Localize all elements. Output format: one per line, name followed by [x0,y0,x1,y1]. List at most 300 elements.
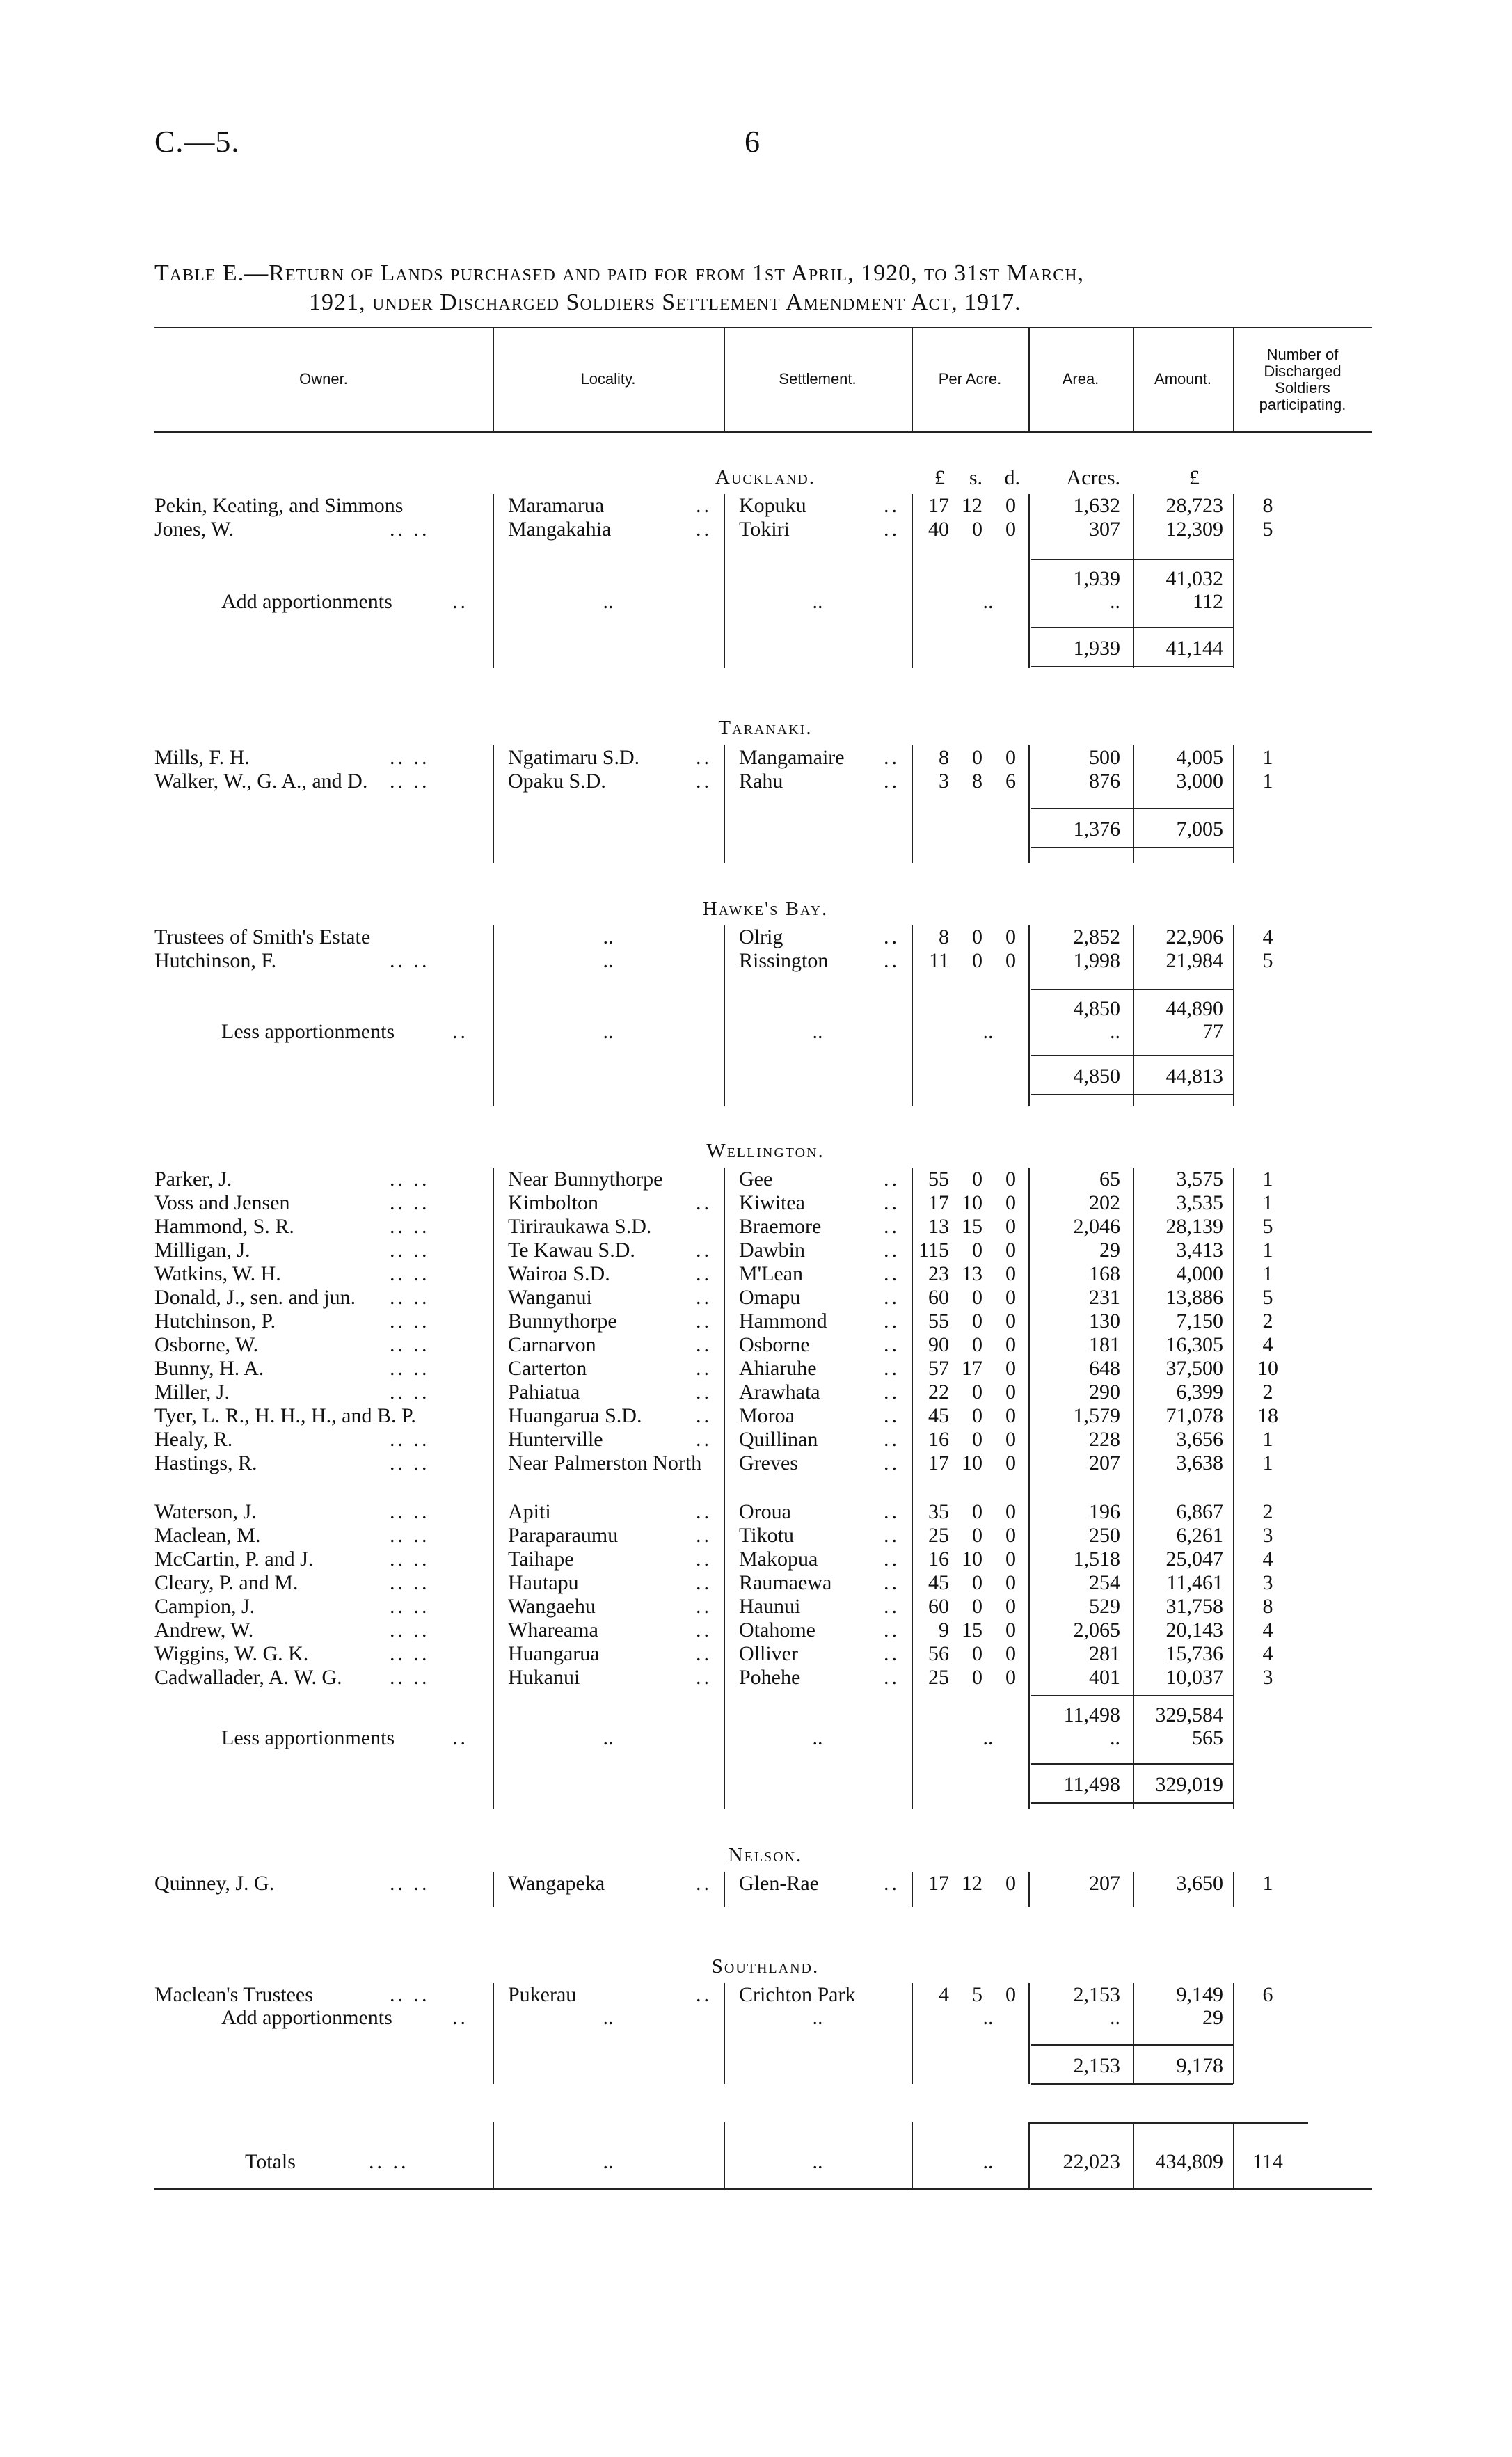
settlement: Ahiaruhe [739,1357,817,1380]
locality: Te Kawau S.D. [508,1239,635,1262]
owner-name: Milligan, J. [154,1239,250,1262]
leader-dots: .. [696,494,712,517]
area-value: 2,046 [1073,1215,1120,1238]
per-acre-shillings: 0 [972,1333,982,1356]
section-total-area: 11,498 [1063,1773,1120,1796]
column-divider [1233,2122,1234,2188]
owner-name: Maclean, M. [154,1524,261,1547]
header-divider [1133,327,1134,431]
amount-value: 11,461 [1166,1571,1223,1594]
owner-name: McCartin, P. and J. [154,1548,314,1571]
leader-dots: .. .. [390,746,430,769]
apportionments-amount: 29 [1202,2006,1223,2029]
owner-name: Waterson, J. [154,1500,257,1523]
leader-dots: .. .. [390,1666,430,1689]
area-value: 168 [1089,1262,1120,1285]
column-divider [1028,2122,1030,2188]
column-divider [724,745,725,863]
leader-dots: .. [696,746,712,769]
owner-name: Donald, J., sen. and jun. [154,1286,356,1309]
per-acre-pence: 0 [1005,949,1016,972]
per-acre-pence: 0 [1005,1666,1016,1689]
total-rule [1031,627,1233,628]
owner-name: Andrew, W. [154,1619,254,1641]
amount-value: 22,906 [1165,925,1223,948]
leader-dots: .. [884,1191,900,1214]
locality: Apiti [508,1500,551,1523]
column-divider [1233,925,1234,1106]
apportionments-label: Less apportionments [221,1020,395,1043]
area-value: 202 [1089,1191,1120,1214]
area-value: 401 [1089,1666,1120,1689]
column-divider [1133,1983,1134,2084]
locality: .. [603,1726,614,1749]
table-bottom-rule [154,2188,1372,2190]
settlement: Rahu [739,770,783,793]
column-divider [1233,1983,1234,2084]
leader-dots: .. [884,1168,900,1191]
subtotal-rule [1031,559,1233,560]
owner-name: Maclean's Trustees [154,1983,313,2006]
soldiers-count: 8 [1262,494,1273,517]
section-heading: Auckland. [715,466,815,488]
soldiers-count: 1 [1262,1428,1273,1451]
per-acre-pounds: 45 [928,1404,949,1427]
leader-dots: .. [884,1310,900,1333]
owner-name: Mills, F. H. [154,746,250,769]
apportionments-area: .. [1110,1020,1120,1043]
leader-dots: .. [696,1666,712,1689]
per-acre-pence: 0 [1005,1215,1016,1238]
owner-name: Cadwallader, A. W. G. [154,1666,342,1689]
leader-dots: .. [884,1381,900,1404]
per-acre-pence: 0 [1005,1333,1016,1356]
leader-dots: .. [696,1357,712,1380]
owner-name: Hastings, R. [154,1452,257,1474]
per-acre-pounds: 60 [928,1595,949,1618]
settlement: Makopua [739,1548,818,1571]
leader-dots: .. [884,1357,900,1380]
owner-name: Campion, J. [154,1595,255,1618]
owner-name: Bunny, H. A. [154,1357,264,1380]
area-value: 231 [1089,1286,1120,1309]
leader-dots: .. [884,1404,900,1427]
section-total-area: 1,939 [1073,637,1120,660]
owner-name: Osborne, W. [154,1333,259,1356]
leader-dots: .. .. [390,1500,430,1523]
leader-dots: .. .. [369,2150,409,2173]
settlement: Otahome [739,1619,815,1641]
amount-value: 21,984 [1165,949,1223,972]
per-acre-shillings: 0 [972,1310,982,1333]
area-value: 2,153 [1073,1983,1120,2006]
soldiers-count: 1 [1262,1168,1273,1191]
per-acre-pounds: 23 [928,1262,949,1285]
per-acre-pence: 0 [1005,746,1016,769]
per-acre-pence: 0 [1005,1310,1016,1333]
table-title [154,259,1379,317]
leader-dots: .. [884,1262,900,1285]
grand-total-amount: 434,809 [1155,2150,1223,2173]
settlement: Hammond [739,1310,827,1333]
locality: Carnarvon [508,1333,596,1356]
leader-dots: .. .. [390,1548,430,1571]
per-acre-shillings: 13 [962,1262,982,1285]
per-acre-pounds: 35 [928,1500,949,1523]
column-header-area: Area. [1062,370,1099,388]
owner-name: Hutchinson, F. [154,949,277,972]
column-divider [724,1168,725,1809]
column-divider [1133,2122,1134,2188]
settlement: Oroua [739,1500,791,1523]
amount-value: 3,656 [1176,1428,1223,1451]
column-divider [1028,925,1030,1106]
leader-dots: .. .. [390,1357,430,1380]
per-acre-shillings: 0 [972,1524,982,1547]
per-acre-shillings: 0 [972,925,982,948]
locality: Mangakahia [508,518,612,541]
per-acre-pounds: 16 [928,1428,949,1451]
totals-top-rule [1028,2122,1308,2124]
per-acre-pounds: 13 [928,1215,949,1238]
settlement: Gee [739,1168,773,1191]
subtotal-rule [1031,1695,1233,1696]
soldiers-count: 4 [1262,1619,1273,1641]
leader-dots: .. [884,1428,900,1451]
area-value: 181 [1089,1333,1120,1356]
soldiers-count: 1 [1262,770,1273,793]
soldiers-count: 1 [1262,1262,1273,1285]
per-acre-shillings: 0 [972,1595,982,1618]
leader-dots: .. [884,1619,900,1641]
header-divider [1028,327,1030,431]
leader-dots: .. .. [390,1452,430,1474]
apportionments-amount: 77 [1202,1020,1223,1043]
per-acre-pence: 0 [1005,1428,1016,1451]
apportionments-label: Less apportionments [221,1726,395,1749]
per-acre-shillings: 15 [962,1619,982,1641]
soldiers-count: 5 [1262,1215,1273,1238]
per-acre-pence: 0 [1005,1571,1016,1594]
settlement: .. [812,1020,823,1043]
per-acre-shillings: 5 [972,1983,982,2006]
leader-dots: .. [884,518,900,541]
per-acre-pounds: 17 [928,1191,949,1214]
area-value: 196 [1089,1500,1120,1523]
locality: Huangarua S.D. [508,1404,642,1427]
leader-dots: .. [696,1262,712,1285]
section-total-amount: 329,019 [1155,1773,1223,1796]
soldiers-count: 18 [1257,1404,1278,1427]
owner-name: Tyer, L. R., H. H., H., and B. P. [154,1404,416,1427]
owner-name: Quinney, J. G. [154,1872,275,1895]
apportionments-label: Add apportionments [221,590,392,613]
column-divider [912,1168,913,1809]
leader-dots: .. [884,1571,900,1594]
locality: Carterton [508,1357,587,1380]
leader-dots: .. .. [390,1571,430,1594]
locality: .. [603,949,614,972]
column-divider [724,1983,725,2084]
column-header-soldiers-line: participating. [1259,396,1346,413]
leader-dots: .. [884,1524,900,1547]
leader-dots: .. [884,1215,900,1238]
soldiers-count: 5 [1262,518,1273,541]
leader-dots: .. [696,1381,712,1404]
per-acre-pence: 0 [1005,1404,1016,1427]
locality: Hautapu [508,1571,579,1594]
per-acre-pence: 0 [1005,1239,1016,1262]
per-acre-pounds: 40 [928,518,949,541]
leader-dots: .. .. [390,1428,430,1451]
column-divider [1233,1872,1234,1907]
column-header-locality: Locality. [580,370,636,388]
column-divider [724,925,725,1106]
column-divider [493,1872,494,1907]
per-acre-pounds: 25 [928,1666,949,1689]
settlement: Omapu [739,1286,801,1309]
amount-value: 15,736 [1165,1642,1223,1665]
settlement: Crichton Park [739,1983,856,2006]
apportionments-area: .. [1110,1726,1120,1749]
leader-dots: .. [696,1872,712,1895]
unit-shillings: s. [969,466,982,489]
leader-dots: .. [696,1191,712,1214]
header-divider [493,327,494,431]
leader-dots: .. [696,770,712,793]
settlement: Dawbin [739,1239,805,1262]
per-acre-shillings: 17 [962,1357,982,1380]
per-acre-pounds: 17 [928,494,949,517]
column-divider [912,2122,913,2188]
table-top-rule [154,327,1372,328]
settlement: Olliver [739,1642,798,1665]
column-divider [724,494,725,668]
leader-dots: .. [884,1666,900,1689]
leader-dots: .. .. [390,1286,430,1309]
locality: Near Bunnythorpe [508,1168,663,1191]
section-total-area: 2,153 [1073,2054,1120,2077]
area-value: 876 [1089,770,1120,793]
settlement: .. [812,1726,823,1749]
locality: Near Palmerston North [508,1452,702,1474]
leader-dots: .. [884,949,900,972]
area-value: 250 [1089,1524,1120,1547]
leader-dots: .. .. [390,1872,430,1895]
per-acre-shillings: 0 [972,1239,982,1262]
area-value: 1,632 [1073,494,1120,517]
per-acre-shillings: 0 [972,1381,982,1404]
owner-name: Parker, J. [154,1168,232,1191]
leader-dots: .. .. [390,1619,430,1641]
leader-dots: .. .. [390,1168,430,1191]
soldiers-count: 1 [1262,1239,1273,1262]
leader-dots: .. [696,1524,712,1547]
locality: Wangapeka [508,1872,605,1895]
per-acre-shillings: 0 [972,949,982,972]
per-acre: .. [982,1726,994,1749]
amount-value: 20,143 [1165,1619,1223,1641]
per-acre: .. [982,2150,994,2173]
amount-value: 6,261 [1176,1524,1223,1547]
section-heading: Wellington. [706,1140,825,1162]
column-divider [1133,1168,1134,1809]
amount-value: 3,650 [1176,1872,1223,1895]
column-divider [1028,1983,1030,2084]
leader-dots: .. [696,1500,712,1523]
locality: Opaku S.D. [508,770,606,793]
column-divider [1028,1168,1030,1809]
amount-value: 7,150 [1176,1310,1223,1333]
per-acre-shillings: 0 [972,1286,982,1309]
leader-dots: .. .. [390,949,430,972]
per-acre-shillings: 0 [972,1168,982,1191]
soldiers-count: 5 [1262,1286,1273,1309]
leader-dots: .. [884,925,900,948]
per-acre-pence: 0 [1005,1381,1016,1404]
per-acre-pence: 0 [1005,1524,1016,1547]
per-acre-pounds: 115 [918,1239,949,1262]
leader-dots: .. .. [390,1595,430,1618]
section-total-amount: 41,144 [1165,637,1223,660]
leader-dots: .. .. [390,1333,430,1356]
column-divider [1028,1872,1030,1907]
leader-dots: .. .. [390,1642,430,1665]
column-divider [1133,494,1134,668]
per-acre-pence: 0 [1005,1262,1016,1285]
per-acre-pounds: 55 [928,1168,949,1191]
per-acre: .. [982,2006,994,2029]
column-divider [493,2122,494,2188]
leader-dots: .. [452,1726,468,1749]
leader-dots: .. .. [390,1524,430,1547]
settlement: Braemore [739,1215,822,1238]
area-value: 2,065 [1073,1619,1120,1641]
per-acre-pounds: 17 [928,1452,949,1474]
per-acre-pence: 0 [1005,1452,1016,1474]
leader-dots: .. [696,1595,712,1618]
column-divider [724,1872,725,1907]
soldiers-count: 1 [1262,1872,1273,1895]
per-acre-shillings: 10 [962,1191,982,1214]
locality: Hunterville [508,1428,603,1451]
locality: Bunnythorpe [508,1310,617,1333]
owner-name: Hammond, S. R. [154,1215,294,1238]
leader-dots: .. [696,1983,712,2006]
per-acre-shillings: 0 [972,1666,982,1689]
table-title-line-2: 1921, under Discharged Soldiers Settlement Amendment Act, 1917. [309,289,1021,315]
per-acre-pence: 6 [1005,770,1016,793]
amount-value: 9,149 [1176,1983,1223,2006]
soldiers-count: 1 [1262,1191,1273,1214]
column-header-amount: Amount. [1154,370,1211,388]
soldiers-count: 1 [1262,746,1273,769]
column-header-soldiers-line: Discharged [1264,363,1342,380]
per-acre-pounds: 55 [928,1310,949,1333]
per-acre-pence: 0 [1005,1286,1016,1309]
per-acre-pounds: 45 [928,1571,949,1594]
amount-value: 10,037 [1165,1666,1223,1689]
per-acre-pounds: 25 [928,1524,949,1547]
section-heading: Hawke's Bay. [702,898,829,920]
subtotal-rule [1031,989,1233,990]
column-divider [1233,745,1234,863]
locality: Paraparaumu [508,1524,619,1547]
amount-value: 71,078 [1165,1404,1223,1427]
leader-dots: .. [884,1548,900,1571]
area-value: 529 [1089,1595,1120,1618]
locality: .. [603,590,614,613]
per-acre-shillings: 15 [962,1215,982,1238]
column-divider [493,494,494,668]
leader-dots: .. .. [390,770,430,793]
leader-dots: .. [452,1020,468,1043]
apportionments-amount: 565 [1192,1726,1223,1749]
apportionments-area: .. [1110,2006,1120,2029]
leader-dots: .. [696,1286,712,1309]
column-header-per-acre: Per Acre. [938,370,1002,388]
area-value: 29 [1099,1239,1120,1262]
page-number: 6 [745,125,760,159]
soldiers-count: 6 [1262,1983,1273,2006]
settlement: Raumaewa [739,1571,832,1594]
column-divider [1133,1872,1134,1907]
column-divider [724,2122,725,2188]
subtotal-amount: 44,890 [1165,997,1223,1020]
settlement: .. [812,590,823,613]
owner-name: Watkins, W. H. [154,1262,281,1285]
column-divider [493,925,494,1106]
per-acre-shillings: 12 [962,1872,982,1895]
locality: Wanganui [508,1286,592,1309]
total-rule [1031,808,1233,809]
owner-name: Walker, W., G. A., and D. [154,770,368,793]
area-value: 65 [1099,1168,1120,1191]
per-acre-pounds: 8 [939,746,949,769]
settlement: Moroa [739,1404,795,1427]
area-value: 1,518 [1073,1548,1120,1571]
area-value: 254 [1089,1571,1120,1594]
header-divider [724,327,725,431]
column-divider [1028,745,1030,863]
header-bottom-rule [154,431,1372,433]
soldiers-count: 2 [1262,1500,1273,1523]
settlement: Greves [739,1452,798,1474]
header-divider [1233,327,1234,431]
locality: Pahiatua [508,1381,580,1404]
column-divider [1233,1168,1234,1809]
apportionments-area: .. [1110,590,1120,613]
apportionments-label: Add apportionments [221,2006,392,2029]
owner-name: Cleary, P. and M. [154,1571,299,1594]
settlement: Quillinan [739,1428,818,1451]
settlement: Kopuku [739,494,806,517]
leader-dots: .. .. [390,518,430,541]
locality: Whareama [508,1619,598,1641]
area-value: 207 [1089,1452,1120,1474]
leader-dots: .. [696,1239,712,1262]
leader-dots: .. [696,1428,712,1451]
leader-dots: .. .. [390,1983,430,2006]
settlement: M'Lean [739,1262,804,1285]
leader-dots: .. .. [390,1239,430,1262]
leader-dots: .. [696,1548,712,1571]
unit-pence: d. [1004,466,1020,489]
area-value: 307 [1089,518,1120,541]
amount-value: 3,638 [1176,1452,1223,1474]
locality: Wangaehu [508,1595,596,1618]
locality: Tiriraukawa S.D. [508,1215,652,1238]
